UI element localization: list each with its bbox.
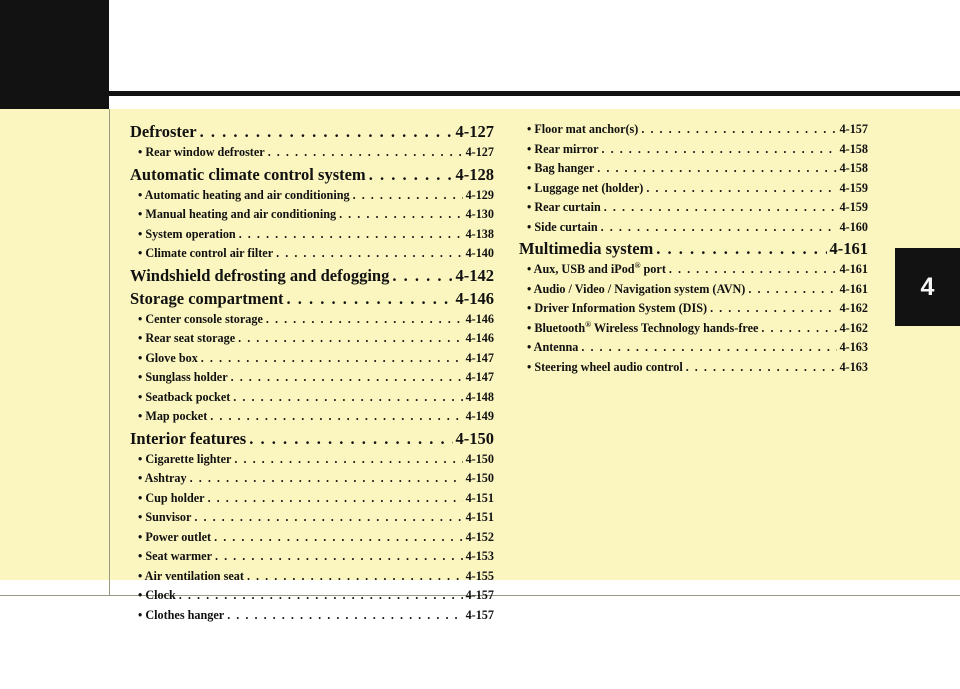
toc-entry-label [138, 450, 231, 470]
toc-page-number: 4-151 [465, 490, 494, 505]
toc-entry-text: • Sunglass holder [138, 370, 228, 384]
toc-entry-text: • Sunvisor [138, 510, 192, 524]
toc-entry-text: • Clock [138, 588, 176, 602]
toc-section-entry[interactable] [519, 237, 868, 260]
toc-entry-text: • Luggage net (holder) [527, 180, 644, 195]
toc-page-number: 4-148 [465, 389, 494, 404]
toc-entry-label [138, 244, 273, 264]
dot-leader [194, 508, 462, 528]
toc-entry-text: • Ashtray [138, 471, 187, 485]
toc-page-number: 4-162 [839, 301, 868, 315]
toc-entry-text: Windshield defrosting and defogging [130, 265, 390, 285]
toc-entry-text: Automatic climate control system [130, 164, 366, 184]
toc-subentry[interactable] [519, 218, 868, 238]
toc-entry-text-continued: port [640, 262, 666, 276]
toc-subentry[interactable] [519, 319, 868, 339]
toc-entry-label [138, 508, 191, 528]
toc-section-entry[interactable] [130, 120, 494, 143]
dot-leader [669, 260, 837, 280]
dot-leader [201, 349, 463, 369]
dot-leader [215, 547, 463, 567]
toc-entry-label [138, 586, 176, 606]
toc-entry-label [130, 163, 366, 186]
toc-subentry[interactable] [519, 358, 868, 378]
toc-entry-label [138, 388, 230, 408]
toc-entry-label [527, 319, 758, 339]
header-rule [109, 91, 960, 96]
dot-leader [710, 299, 836, 319]
toc-section-entry[interactable] [130, 427, 494, 450]
dot-leader [179, 586, 463, 606]
toc-entry-text: • Rear curtain [527, 200, 601, 214]
toc-page-number: 4-147 [465, 370, 494, 384]
toc-entry-text-continued: Wireless Technology hands-free [591, 320, 759, 335]
toc-entry-label [138, 143, 265, 163]
toc-entry-label [527, 179, 643, 199]
toc-page-number: 4-158 [839, 141, 868, 156]
dot-leader [761, 319, 836, 339]
dot-leader [238, 329, 462, 349]
toc-entry-text: • Bluetooth [527, 320, 586, 335]
toc-page-number: 4-152 [465, 529, 494, 544]
toc-page-number: 4-150 [455, 428, 494, 448]
margin-line [109, 109, 110, 596]
toc-entry-text: • Audio / Video / Navigation system (AVN) [527, 281, 746, 296]
toc-subentry[interactable] [519, 140, 868, 160]
toc-page-number: 4-150 [465, 451, 494, 466]
toc-page-number: 4-151 [465, 510, 494, 524]
toc-page-number: 4-130 [465, 207, 494, 221]
toc-page-number: 4-146 [465, 331, 494, 345]
toc-entry-text: Multimedia system [519, 239, 654, 258]
toc-subentry[interactable] [130, 407, 494, 427]
dot-leader [604, 198, 837, 218]
toc-entry-label [130, 264, 389, 287]
toc-subentry[interactable] [130, 388, 494, 408]
toc-subentry[interactable] [130, 349, 494, 369]
dot-leader [239, 225, 463, 245]
toc-subentry[interactable] [519, 299, 868, 319]
dot-leader [190, 469, 463, 489]
toc-subentry[interactable] [130, 225, 494, 245]
dot-leader [210, 407, 462, 427]
toc-entry-text: Storage compartment [130, 288, 284, 308]
toc-subentry[interactable] [519, 159, 868, 179]
toc-page-number: 4-147 [465, 350, 494, 365]
dot-leader [656, 237, 826, 260]
toc-section-entry[interactable] [130, 163, 494, 186]
toc-entry-text: • Cup holder [138, 490, 205, 505]
toc-entry-label [138, 349, 198, 369]
dot-leader [208, 489, 463, 509]
toc-section-entry[interactable] [130, 287, 494, 310]
toc-entry-label [527, 198, 601, 218]
toc-entry-label [519, 237, 653, 260]
toc-entry-text: • Cigarette lighter [138, 451, 232, 466]
toc-entry-text: • Center console storage [138, 311, 263, 326]
toc-subentry[interactable] [130, 508, 494, 528]
toc-subentry[interactable] [130, 586, 494, 606]
dot-leader [748, 280, 836, 300]
toc-entry-label [138, 528, 211, 548]
toc-subentry[interactable] [130, 329, 494, 349]
toc-entry-label [138, 368, 228, 388]
toc-page-number: 4-138 [465, 226, 494, 241]
dot-leader [287, 287, 453, 310]
toc-entry-label [138, 310, 263, 330]
dot-leader [646, 179, 836, 199]
toc-entry-label [138, 606, 224, 626]
dot-leader [602, 140, 837, 160]
toc-page-number: 4-158 [839, 161, 868, 175]
dot-leader [339, 205, 462, 225]
toc-entry-label [138, 186, 350, 206]
toc-page-number: 4-162 [839, 320, 868, 335]
dot-leader [247, 567, 463, 587]
toc-subentry[interactable] [130, 606, 494, 626]
toc-subentry[interactable] [130, 186, 494, 206]
toc-entry-label [527, 299, 707, 319]
toc-page-number: 4-128 [455, 164, 494, 184]
toc-entry-text: • Seatback pocket [138, 389, 231, 404]
dot-leader [276, 244, 462, 264]
toc-entry-text: • Clothes hanger [138, 607, 225, 622]
dot-leader [601, 218, 837, 238]
toc-entry-label [527, 120, 638, 140]
dot-leader [227, 606, 462, 626]
toc-entry-text: • System operation [138, 226, 236, 241]
toc-entry-text: • Manual heating and air conditioning [138, 207, 337, 221]
toc-subentry[interactable] [519, 120, 868, 140]
toc-entry-text: • Steering wheel audio control [527, 359, 683, 374]
toc-entry-text: • Map pocket [138, 409, 208, 423]
toc-entry-text: • Rear mirror [527, 141, 599, 156]
toc-page-number: 4-127 [465, 145, 494, 159]
toc-page-number: 4-163 [839, 340, 868, 354]
toc-entry-text: • Climate control air filter [138, 246, 274, 260]
toc-entry-text: • Bag hanger [527, 161, 595, 175]
dot-leader [392, 264, 452, 287]
toc-entry-text: • Rear window defroster [138, 145, 265, 159]
toc-page-number: 4-150 [465, 471, 494, 485]
registered-mark: ® [585, 319, 592, 329]
toc-page-number: 4-140 [465, 246, 494, 260]
toc-page-number: 4-160 [839, 219, 868, 234]
toc-page-number: 4-149 [465, 409, 494, 423]
dot-leader [249, 427, 452, 450]
toc-entry-label [138, 469, 187, 489]
dot-leader [369, 163, 453, 186]
toc-subentry[interactable] [519, 179, 868, 199]
toc-entry-label [138, 225, 236, 245]
chapter-number: 4 [920, 272, 935, 301]
toc-entry-label [138, 407, 207, 427]
chapter-tab[interactable] [895, 248, 960, 326]
toc-entry-text: • Rear seat storage [138, 331, 236, 345]
toc-subentry[interactable] [130, 450, 494, 470]
toc-subentry[interactable] [130, 143, 494, 163]
toc-page-number: 4-127 [455, 122, 494, 141]
toc-entry-label [527, 338, 578, 358]
toc-entry-text: • Automatic heating and air conditioning [138, 187, 350, 202]
toc-subentry[interactable] [130, 547, 494, 567]
toc-entry-label [138, 205, 336, 225]
toc-entry-text: Interior features [130, 428, 247, 448]
toc-page-number: 4-161 [839, 262, 868, 276]
corner-block [0, 0, 109, 109]
toc-entry-text: • Air ventilation seat [138, 568, 244, 583]
toc-section-entry[interactable] [130, 264, 494, 287]
toc-right-column [519, 120, 868, 377]
dot-leader [231, 368, 463, 388]
toc-subentry[interactable] [130, 567, 494, 587]
toc-subentry[interactable] [130, 368, 494, 388]
toc-page-number: 4-159 [839, 180, 868, 195]
toc-subentry[interactable] [519, 260, 868, 280]
dot-leader [266, 310, 463, 330]
toc-entry-text: Defroster [130, 122, 197, 141]
dot-leader [268, 143, 463, 163]
toc-entry-label [138, 489, 205, 509]
toc-page-number: 4-157 [465, 607, 494, 622]
toc-left-column [130, 120, 494, 625]
toc-entry-text: • Seat warmer [138, 549, 212, 563]
dot-leader [597, 159, 836, 179]
toc-page-number: 4-157 [465, 588, 494, 602]
toc-entry-text: • Glove box [138, 350, 198, 365]
toc-entry-label [527, 260, 666, 280]
toc-page-number: 4-161 [839, 281, 868, 296]
dot-leader [641, 120, 836, 140]
toc-page-number: 4-142 [455, 265, 494, 285]
toc-page-number: 4-159 [839, 200, 868, 214]
dot-leader [200, 120, 453, 143]
toc-subentry[interactable] [130, 528, 494, 548]
toc-subentry[interactable] [519, 280, 868, 300]
toc-entry-label [527, 280, 745, 300]
toc-subentry[interactable] [130, 205, 494, 225]
toc-page-number: 4-153 [465, 549, 494, 563]
dot-leader [214, 528, 462, 548]
toc-subentry[interactable] [519, 198, 868, 218]
toc-entry-text: • Driver Information System (DIS) [527, 301, 708, 315]
dot-leader [581, 338, 836, 358]
toc-entry-text: • Power outlet [138, 529, 212, 544]
toc-entry-label [130, 120, 197, 143]
toc-entry-label [138, 329, 235, 349]
toc-entry-text: • Antenna [527, 340, 579, 354]
toc-entry-text: • Floor mat anchor(s) [527, 122, 639, 136]
toc-entry-label [138, 547, 212, 567]
toc-page-number: 4-146 [465, 311, 494, 326]
registered-mark: ® [634, 260, 641, 270]
toc-subentry[interactable] [130, 489, 494, 509]
toc-entry-label [130, 287, 284, 310]
dot-leader [686, 358, 837, 378]
toc-page-number: 4-146 [455, 288, 494, 308]
toc-entry-label [138, 567, 244, 587]
toc-subentry[interactable] [130, 310, 494, 330]
toc-subentry[interactable] [519, 338, 868, 358]
toc-entry-label [527, 159, 594, 179]
toc-page-number: 4-157 [839, 122, 868, 136]
dot-leader [234, 450, 462, 470]
toc-page-number: 4-155 [465, 568, 494, 583]
toc-entry-label [527, 140, 599, 160]
dot-leader [233, 388, 462, 408]
toc-page-number: 4-163 [839, 359, 868, 374]
toc-entry-label [527, 218, 598, 238]
toc-page-number: 4-129 [465, 187, 494, 202]
toc-subentry[interactable] [130, 244, 494, 264]
toc-page-number: 4-161 [829, 239, 868, 258]
toc-entry-label [527, 358, 683, 378]
dot-leader [353, 186, 463, 206]
toc-subentry[interactable] [130, 469, 494, 489]
toc-entry-label [130, 427, 246, 450]
toc-entry-text: • Aux, USB and iPod [527, 262, 635, 276]
toc-entry-text: • Side curtain [527, 219, 598, 234]
